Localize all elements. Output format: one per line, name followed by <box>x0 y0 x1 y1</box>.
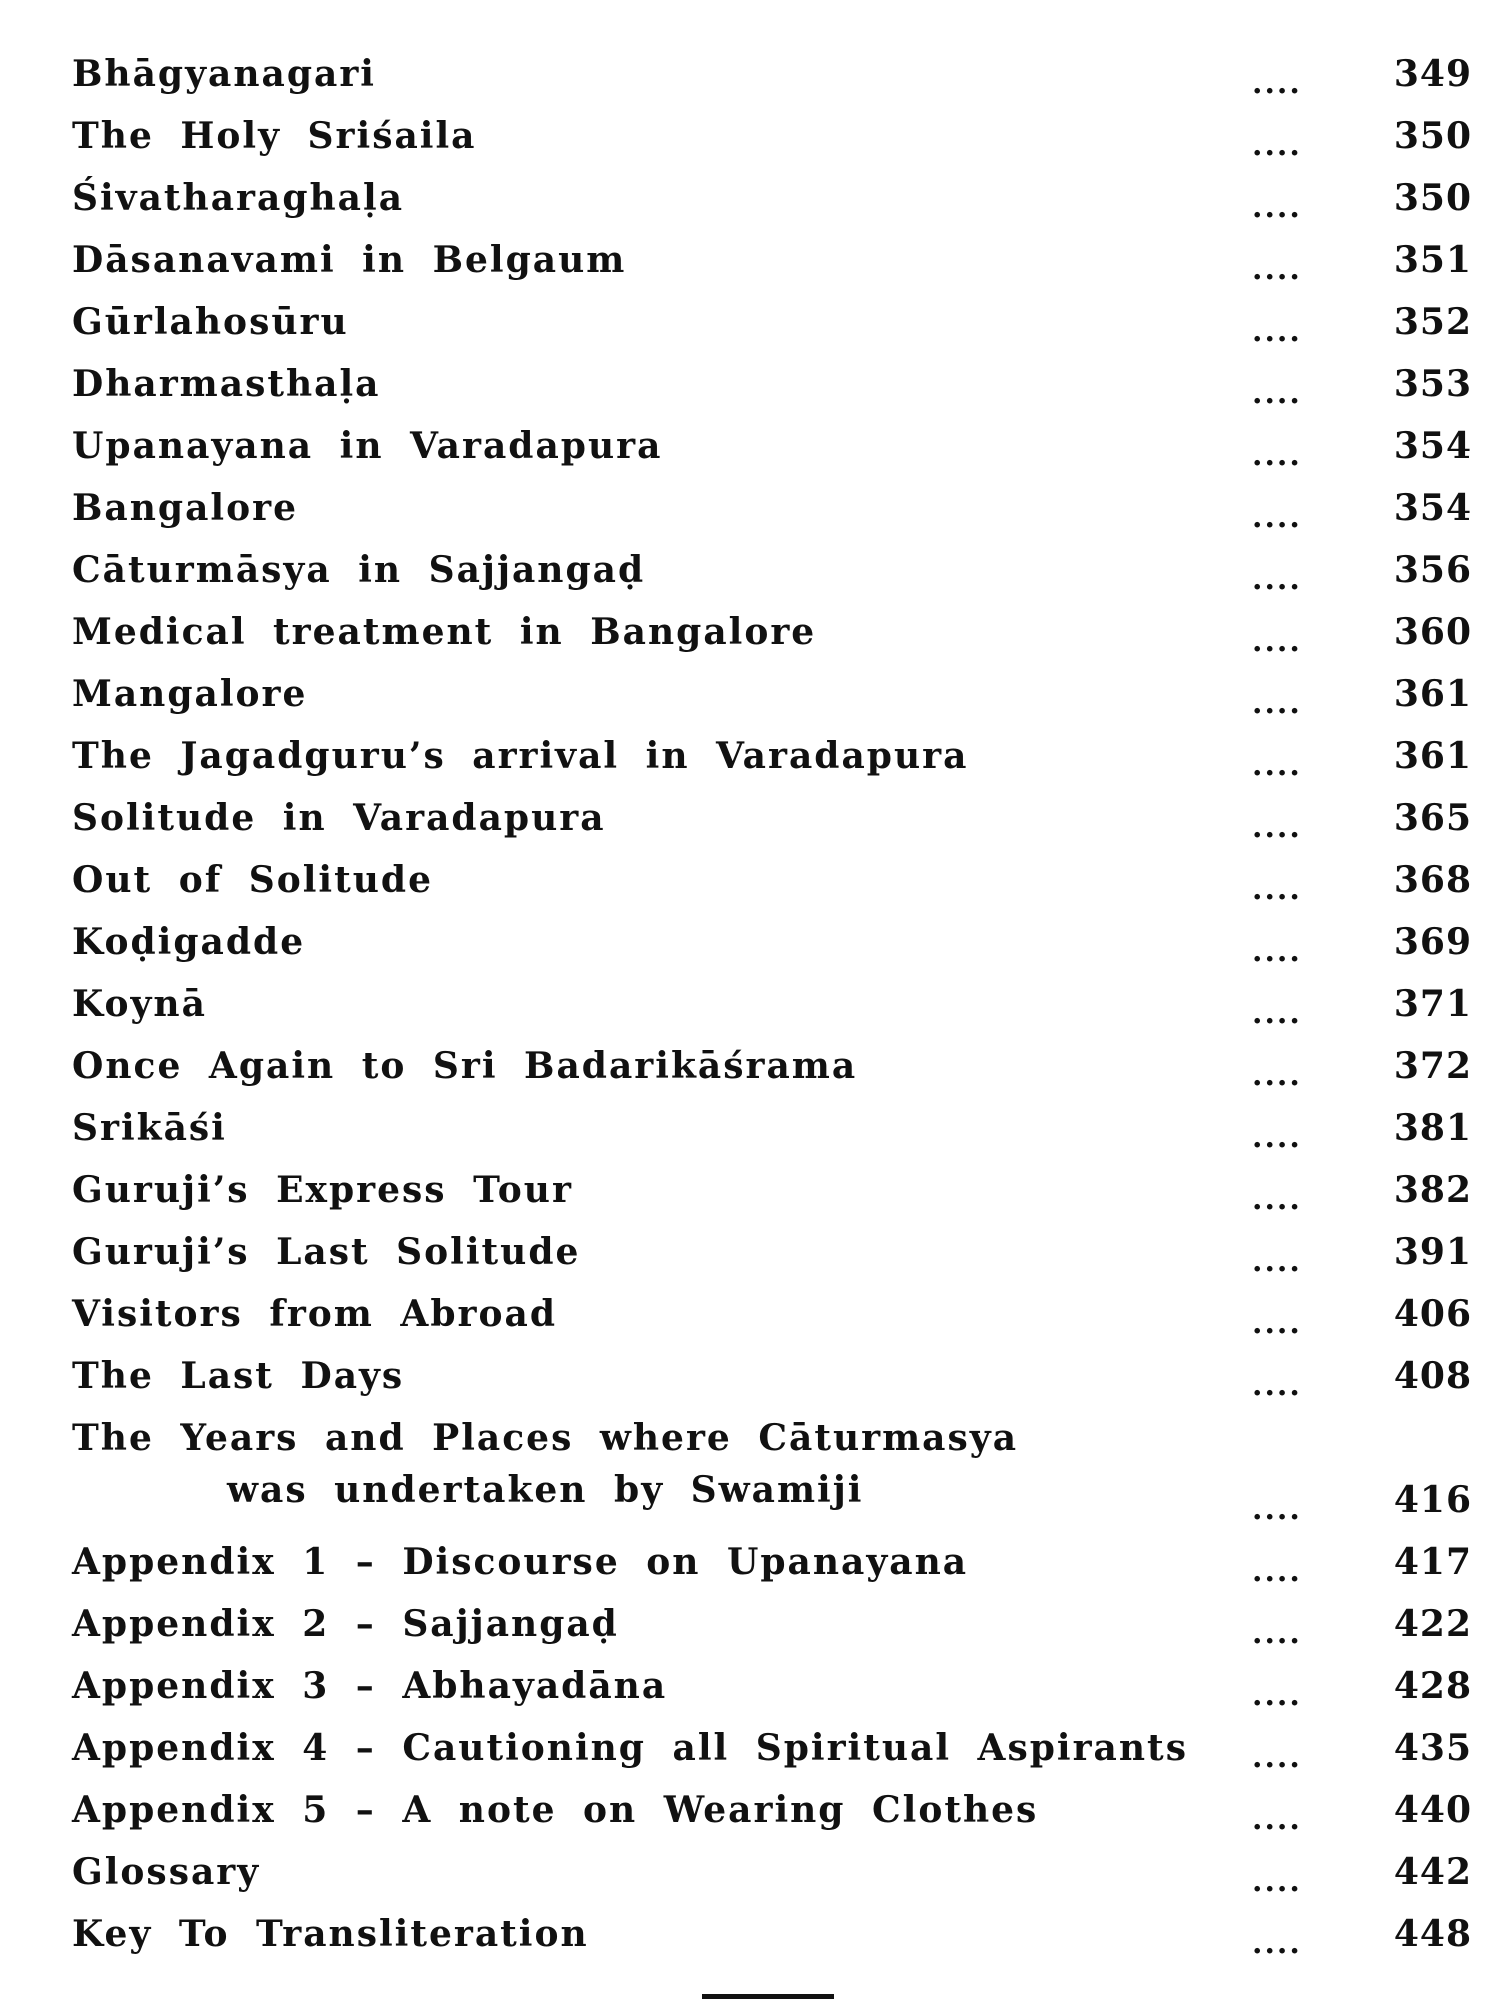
leader-dots: .... <box>1252 996 1302 1031</box>
leader-dots: .... <box>1252 500 1302 535</box>
page-number: 361 <box>1393 673 1472 715</box>
page-number: 416 <box>1393 1479 1472 1521</box>
leader-dots: .... <box>1252 748 1302 783</box>
page-number: 391 <box>1393 1231 1472 1273</box>
leader-dots: .... <box>1252 562 1302 597</box>
leader-dots: .... <box>1252 66 1302 101</box>
leader-dots: .... <box>1252 1492 1302 1527</box>
entry-title-line-1: The Years and Places where Cāturmasya <box>72 1417 1019 1459</box>
leader-dots: .... <box>1252 810 1302 845</box>
page-number: 408 <box>1393 1355 1472 1397</box>
leader-dots: .... <box>1252 1368 1302 1403</box>
leader-dots: .... <box>1252 1244 1302 1279</box>
entry-title: Śivatharaghaḷa <box>72 177 405 219</box>
page-number: 381 <box>1393 1107 1472 1149</box>
page-number: 361 <box>1393 735 1472 777</box>
page-number: 371 <box>1393 983 1472 1025</box>
page-number: 442 <box>1393 1851 1472 1893</box>
leader-dots: .... <box>1252 1120 1302 1155</box>
leader-dots: .... <box>1252 1306 1302 1341</box>
page-number: 351 <box>1393 239 1472 281</box>
entry-title: Srikāśi <box>72 1107 227 1149</box>
toc-entry <box>72 482 1472 544</box>
entry-title: Cāturmāsya in Sajjangaḍ <box>72 549 646 591</box>
leader-dots: .... <box>1252 872 1302 907</box>
entry-title: Appendix 5 – A note on Wearing Clothes <box>72 1789 1039 1831</box>
entry-title: Bangalore <box>72 487 298 529</box>
entry-title: The Holy Sriśaila <box>72 115 477 157</box>
toc-entry <box>72 358 1472 420</box>
entry-title <box>72 1412 1018 1516</box>
toc-entry <box>72 1598 1472 1660</box>
page-number: 352 <box>1393 301 1472 343</box>
toc-entry <box>72 730 1472 792</box>
page-number: 440 <box>1393 1789 1472 1831</box>
page-number: 350 <box>1393 177 1472 219</box>
toc-entry <box>72 48 1472 110</box>
entry-title: Out of Solitude <box>72 859 433 901</box>
entry-title: Dharmasthaḷa <box>72 363 381 405</box>
entry-title: Appendix 3 – Abhayadāna <box>72 1665 668 1707</box>
toc-entry <box>72 1722 1472 1784</box>
page-number: 448 <box>1393 1913 1472 1955</box>
toc-entry <box>72 1660 1472 1722</box>
toc-entry <box>72 1040 1472 1102</box>
entry-title: Upanayana in Varadapura <box>72 425 663 467</box>
page-number: 422 <box>1393 1603 1472 1645</box>
page-number: 369 <box>1393 921 1472 963</box>
leader-dots: .... <box>1252 252 1302 287</box>
leader-dots: .... <box>1252 1740 1302 1775</box>
toc-entry <box>72 296 1472 358</box>
page-number: 356 <box>1393 549 1472 591</box>
leader-dots: .... <box>1252 190 1302 225</box>
toc-entry <box>72 1164 1472 1226</box>
page-number: 354 <box>1393 487 1472 529</box>
toc-entry <box>72 1784 1472 1846</box>
leader-dots: .... <box>1252 1802 1302 1837</box>
entry-title: Dāsanavami in Belgaum <box>72 239 627 281</box>
page-number: 350 <box>1393 115 1472 157</box>
entry-title: Guruji’s Express Tour <box>72 1169 573 1211</box>
leader-dots: .... <box>1252 934 1302 969</box>
entry-title: Visitors from Abroad <box>72 1293 557 1335</box>
leader-dots: .... <box>1252 1554 1302 1589</box>
toc-entry <box>72 1350 1472 1412</box>
toc-entry <box>72 854 1472 916</box>
toc-entry <box>72 1846 1472 1908</box>
entry-title: Solitude in Varadapura <box>72 797 606 839</box>
leader-dots: .... <box>1252 314 1302 349</box>
entry-title: Mangalore <box>72 673 308 715</box>
entry-title: The Jagadguru’s arrival in Varadapura <box>72 735 969 777</box>
toc-entry <box>72 172 1472 234</box>
table-of-contents <box>72 48 1472 1970</box>
page-number: 353 <box>1393 363 1472 405</box>
page-number: 354 <box>1393 425 1472 467</box>
leader-dots: .... <box>1252 1864 1302 1899</box>
toc-entry <box>72 110 1472 172</box>
entry-title-line-2: was undertaken by Swamiji <box>227 1469 864 1511</box>
entry-title: Koḍigadde <box>72 921 306 963</box>
page-number: 406 <box>1393 1293 1472 1335</box>
toc-entry <box>72 978 1472 1040</box>
entry-title: Guruji’s Last Solitude <box>72 1231 581 1273</box>
toc-entry <box>72 1536 1472 1598</box>
page-number: 428 <box>1393 1665 1472 1707</box>
page-number: 372 <box>1393 1045 1472 1087</box>
leader-dots: .... <box>1252 1926 1302 1961</box>
leader-dots: .... <box>1252 1058 1302 1093</box>
leader-dots: .... <box>1252 128 1302 163</box>
toc-entry <box>72 606 1472 668</box>
entry-title: Bhāgyanagari <box>72 53 376 95</box>
page-number: 349 <box>1393 53 1472 95</box>
entry-title: Medical treatment in Bangalore <box>72 611 817 653</box>
toc-entry <box>72 668 1472 730</box>
page-number: 417 <box>1393 1541 1472 1583</box>
toc-entry <box>72 1908 1472 1970</box>
toc-entry <box>72 1226 1472 1288</box>
toc-entry <box>72 916 1472 978</box>
toc-entry <box>72 544 1472 606</box>
toc-entry <box>72 420 1472 482</box>
toc-entry <box>72 1412 1472 1536</box>
leader-dots: .... <box>1252 1678 1302 1713</box>
closing-rule <box>702 1994 834 1999</box>
entry-title: Appendix 4 – Cautioning all Spiritual Aspirants <box>72 1727 1188 1769</box>
entry-title: Appendix 2 – Sajjangaḍ <box>72 1603 619 1645</box>
entry-title: Key To Transliteration <box>72 1913 589 1955</box>
page-number: 435 <box>1393 1727 1472 1769</box>
leader-dots: .... <box>1252 1182 1302 1217</box>
entry-title: Appendix 1 – Discourse on Upanayana <box>72 1541 969 1583</box>
entry-title: Glossary <box>72 1851 261 1893</box>
toc-entry <box>72 1102 1472 1164</box>
leader-dots: .... <box>1252 686 1302 721</box>
page-number: 365 <box>1393 797 1472 839</box>
leader-dots: .... <box>1252 624 1302 659</box>
entry-title: The Last Days <box>72 1355 405 1397</box>
page-number: 368 <box>1393 859 1472 901</box>
entry-title: Koynā <box>72 983 207 1025</box>
page-number: 360 <box>1393 611 1472 653</box>
entry-title: Once Again to Sri Badarikāśrama <box>72 1045 858 1087</box>
leader-dots: .... <box>1252 1616 1302 1651</box>
toc-entry <box>72 1288 1472 1350</box>
leader-dots: .... <box>1252 438 1302 473</box>
page-number: 382 <box>1393 1169 1472 1211</box>
toc-entry <box>72 792 1472 854</box>
leader-dots: .... <box>1252 376 1302 411</box>
entry-title: Gūrlahosūru <box>72 301 349 343</box>
toc-entry <box>72 234 1472 296</box>
